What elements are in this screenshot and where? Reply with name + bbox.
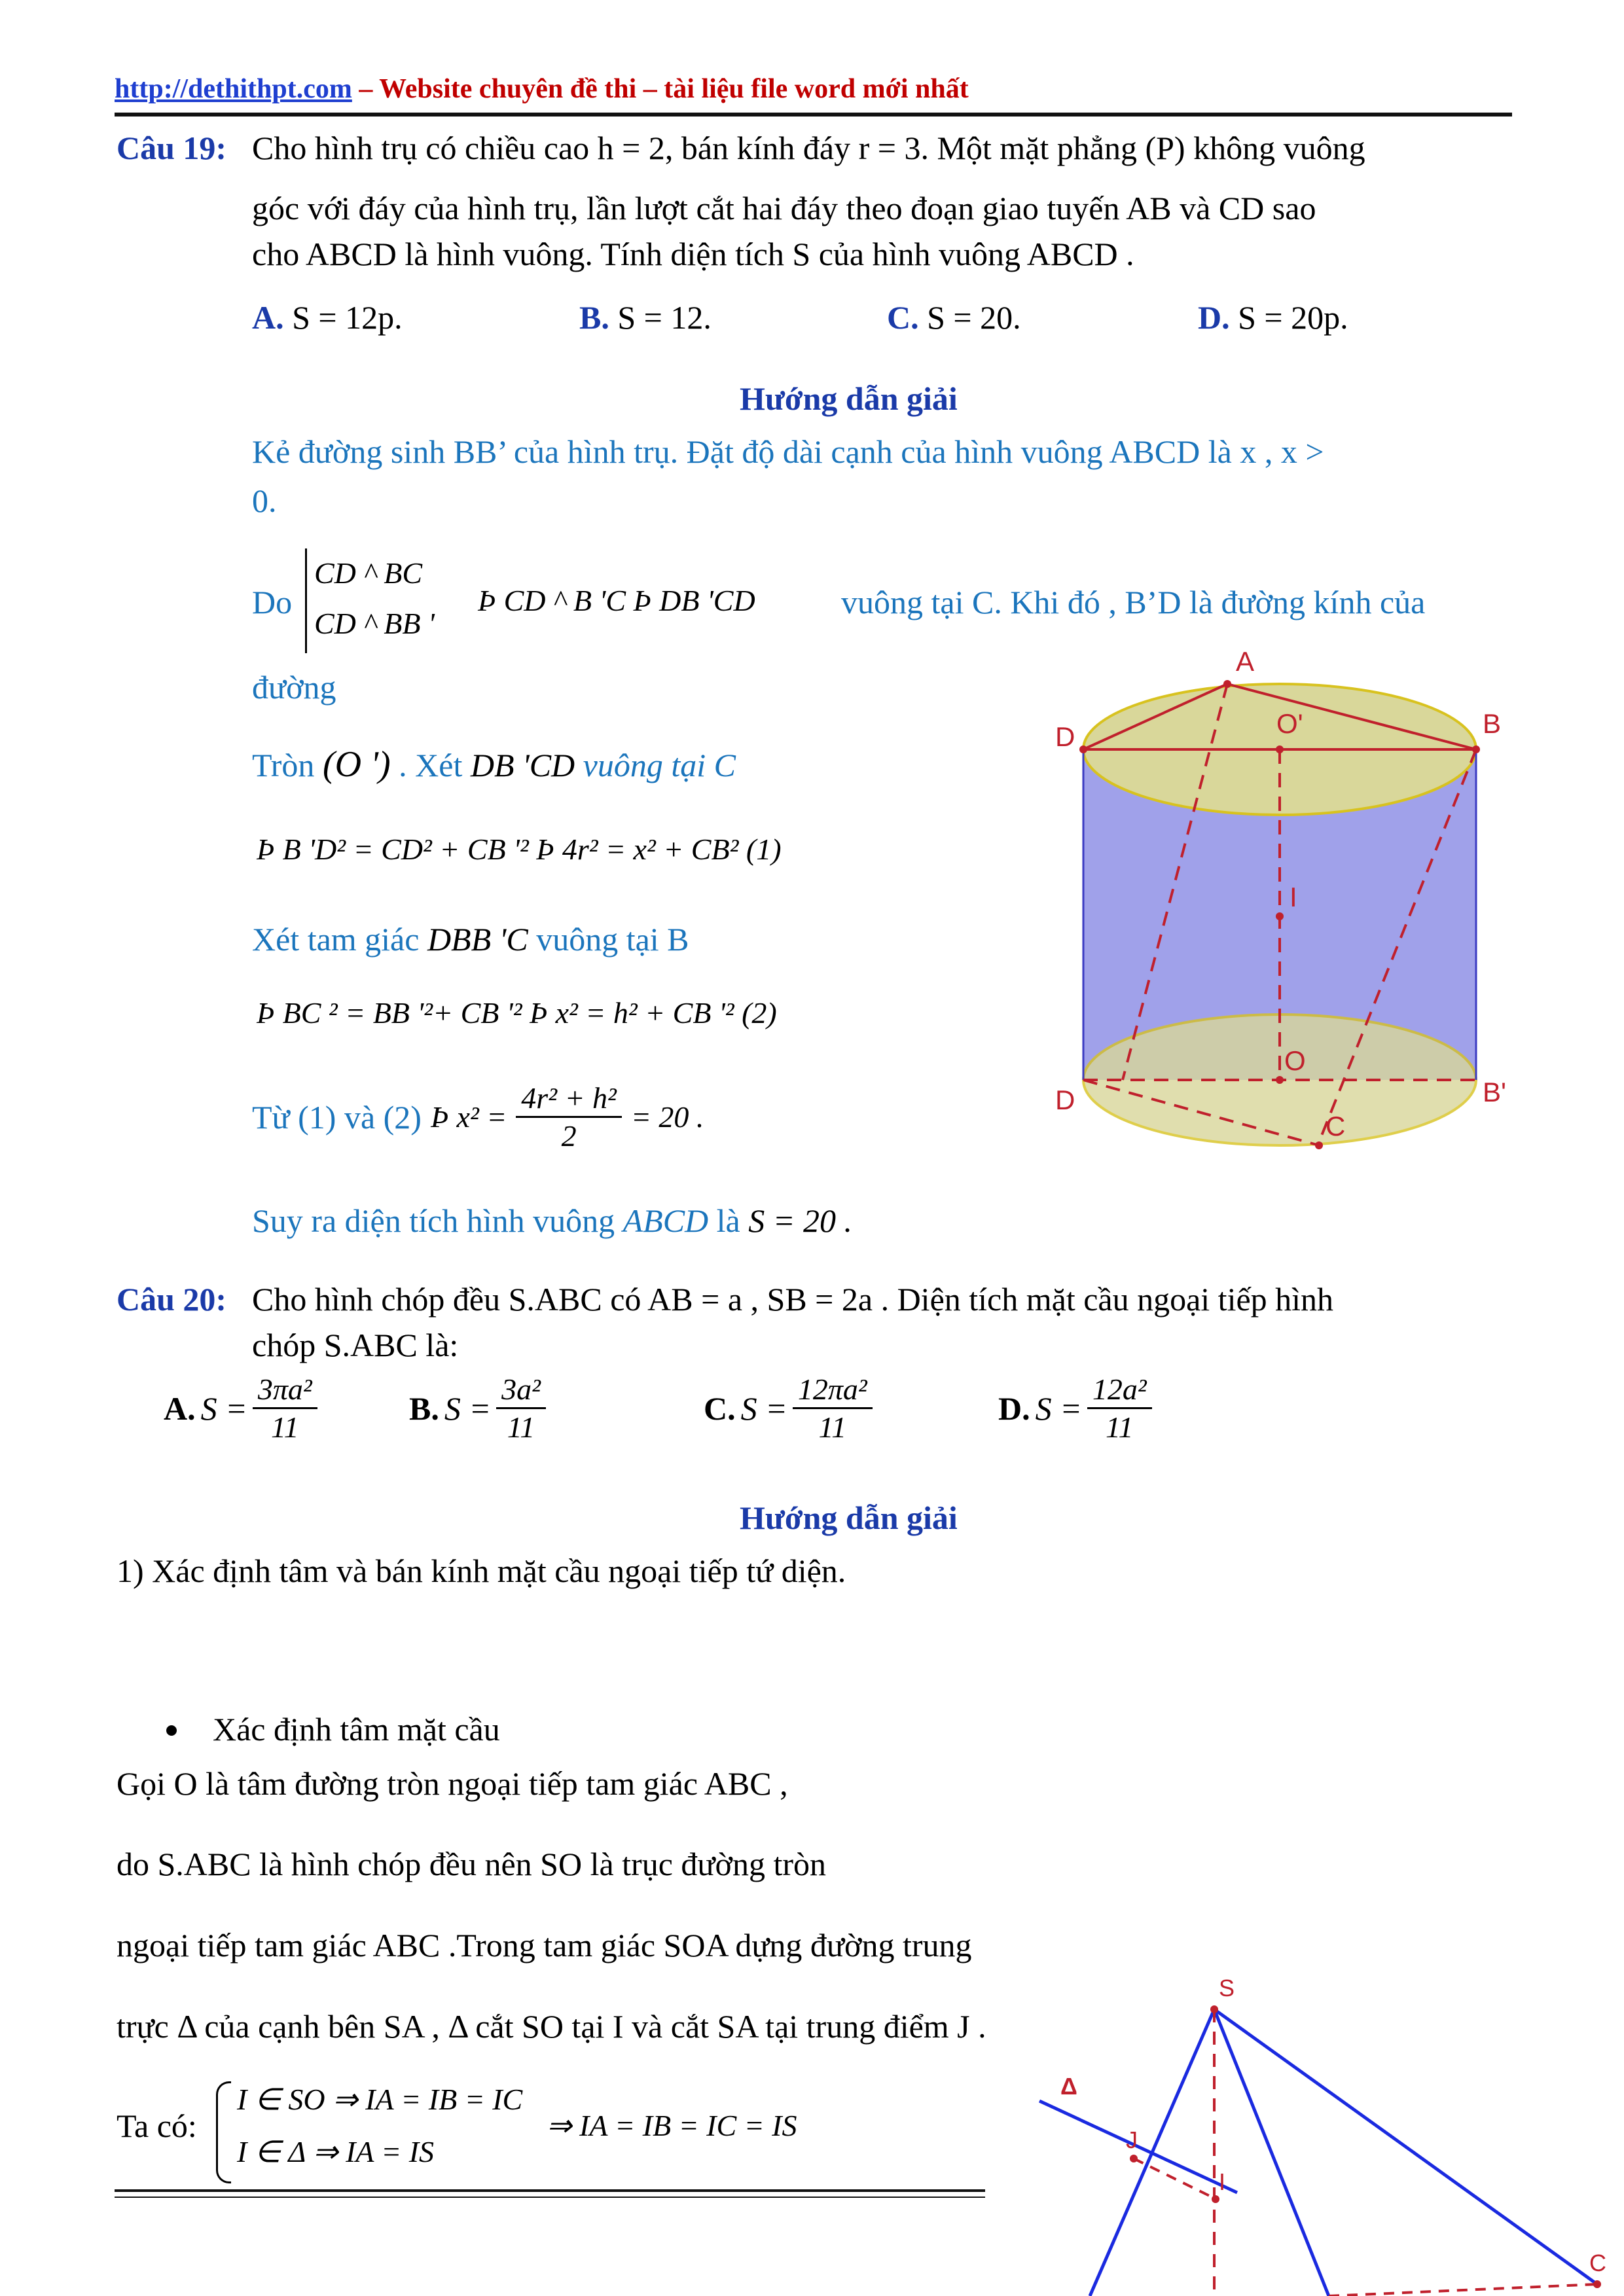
- q20-sys2: I ∈ Δ ⇒ IA = IS: [237, 2135, 435, 2168]
- bullet-dot: [166, 1725, 177, 1736]
- q19-sol1b: 0.: [252, 482, 277, 519]
- q19-label: Câu 19:: [117, 130, 227, 166]
- q20-p3: ngoại tiếp tam giác ABC .Trong tam giác SOA dựng đường trung: [117, 1927, 972, 1964]
- label-o-prime: O': [1276, 708, 1303, 739]
- q20-taco: Ta có:: [117, 2108, 197, 2144]
- q19-sol6: Từ (1) và (2) Þ x² = $\frac{\text{4r² + h²}}{2}$ = 20 .: [252, 1080, 704, 1154]
- point-b: [1472, 745, 1480, 753]
- dashed-bc: [1329, 2284, 1597, 2296]
- q20-bullet: Xác định tâm mặt cầu: [213, 1711, 500, 1748]
- q19-sol2-text: vuông tại C. Khi đó , B’D là đường kính của: [841, 584, 1426, 620]
- pyramid-figure: [1021, 1977, 1624, 2296]
- q19-option-a[interactable]: A. S = 12p.: [252, 299, 403, 336]
- label-s: S: [1219, 1977, 1235, 2001]
- edge-sc: [1214, 2009, 1597, 2284]
- q19-option-c[interactable]: C. S = 20.: [887, 299, 1021, 336]
- header-link[interactable]: http://dethithpt.com: [115, 74, 352, 104]
- q19-option-b[interactable]: B. S = 12.: [579, 299, 712, 336]
- point-d-top: [1079, 745, 1087, 753]
- q20-option-b[interactable]: B. S = $\frac{\text{3a²}}{11}$: [409, 1371, 546, 1445]
- q19-sol2-math: Þ CD ^ B 'C Þ DB 'CD: [478, 584, 755, 617]
- point-o-prime: [1276, 745, 1284, 753]
- point-s: [1210, 2005, 1218, 2013]
- q20-option-a[interactable]: A. S = $\frac{\text{3πa²}}{11}$: [164, 1371, 317, 1445]
- label-i: I: [1290, 882, 1297, 912]
- q19-sol1: Kẻ đường sinh BB’ của hình trụ. Đặt độ dài cạnh của hình vuông ABCD là x , x >: [252, 433, 1324, 470]
- label-a: A: [1236, 646, 1255, 677]
- q19-line1: Cho hình trụ có chiều cao h = 2, bán kính đáy r = 3. Một mặt phẳng (P) không vuông: [252, 130, 1365, 166]
- header-rule: [115, 113, 1512, 117]
- q19-sol6-denominator: 2: [561, 1119, 577, 1153]
- q19-eq1: Þ B 'D² = CD² + CB '² Þ 4r² = x² + CB² (1): [257, 833, 782, 866]
- q20-p1: Gọi O là tâm đường tròn ngoại tiếp tam giác ABC ,: [117, 1765, 788, 1802]
- line-delta: [1039, 2101, 1237, 2193]
- q19-sys-top: CD ^ BC: [314, 556, 423, 590]
- q20-solution-heading: Hướng dẫn giải: [740, 1499, 958, 1536]
- label-b: B: [1483, 708, 1502, 739]
- label-delta: Δ: [1060, 2073, 1077, 2100]
- q19-line2: góc với đáy của hình trụ, lần lượt cắt hai đáy theo đoạn giao tuyến AB và CD sao: [252, 190, 1316, 226]
- label-b-prime: B': [1483, 1077, 1507, 1107]
- q19-sol5: Xét tam giác DBB 'C vuông tại B: [252, 921, 689, 958]
- page-header: [115, 73, 969, 105]
- q19-option-d[interactable]: D. S = 20p.: [1198, 299, 1348, 336]
- point-a: [1223, 680, 1231, 688]
- q20-sys1: I ∈ SO ⇒ IA = IB = IC: [237, 2083, 523, 2116]
- q20-label: Câu 20:: [117, 1281, 227, 1318]
- q19-sol4: Tròn (O ') . Xét DB 'CD vuông tại C: [252, 744, 736, 785]
- label-d-bottom: D: [1055, 1085, 1075, 1115]
- point-c: [1315, 1141, 1323, 1149]
- header-text: – Website chuyên đề thi – tài liệu file word mới nhất: [352, 74, 969, 104]
- q20-sys-result: ⇒ IA = IB = IC = IS: [547, 2109, 797, 2142]
- q20-line2: chóp S.ABC là:: [252, 1327, 459, 1363]
- q20-option-c[interactable]: C. S = $\frac{\text{12πa²}}{11}$: [704, 1371, 873, 1445]
- q20-p2: do S.ABC là hình chóp đều nên SO là trục đường tròn: [117, 1846, 826, 1882]
- q19-sol7: Suy ra diện tích hình vuông ABCD là S = 20 .: [252, 1202, 852, 1239]
- q20-line1: Cho hình chóp đều S.ABC có AB = a , SB = 2a . Diện tích mặt cầu ngoại tiếp hình: [252, 1281, 1334, 1318]
- label-i: I: [1219, 2168, 1226, 2195]
- point-o: [1276, 1076, 1284, 1084]
- q19-sol6-numerator: 4r² + h²: [516, 1080, 622, 1118]
- label-c: C: [1589, 2250, 1606, 2276]
- q20-option-d[interactable]: D. S = $\frac{\text{12a²}}{11}$: [998, 1371, 1152, 1445]
- point-j: [1130, 2155, 1138, 2162]
- label-d-top: D: [1055, 721, 1075, 752]
- footer-rule-thick: [115, 2189, 985, 2192]
- label-c: C: [1326, 1111, 1346, 1141]
- q19-sys-bot: CD ^ BB ': [314, 607, 435, 640]
- q19-sol3: đường: [252, 669, 336, 706]
- q19-solution-heading: Hướng dẫn giải: [740, 380, 958, 417]
- label-j: J: [1126, 2126, 1138, 2153]
- point-c2: [1593, 2280, 1601, 2288]
- footer-rule-thin: [115, 2197, 985, 2198]
- q19-line3: cho ABCD là hình vuông. Tính diện tích S của hình vuông ABCD .: [252, 236, 1134, 272]
- q19-do-label: Do: [252, 584, 293, 620]
- system-brace: [305, 548, 311, 653]
- label-o: O: [1284, 1045, 1306, 1076]
- cylinder-figure: [1041, 645, 1538, 1168]
- q20-p4: trực Δ của cạnh bên SA , Δ cắt SO tại I và cắt SA tại trung điểm J .: [117, 2008, 986, 2045]
- q19-eq2: Þ BC ² = BB '²+ CB '² Þ x² = h² + CB '² (2): [257, 996, 777, 1030]
- point-i: [1276, 912, 1284, 920]
- point-i2: [1212, 2195, 1219, 2203]
- q20-step1: 1) Xác định tâm và bán kính mặt cầu ngoại tiếp tứ diện.: [117, 1552, 846, 1589]
- q20-system-brace: [216, 2081, 231, 2183]
